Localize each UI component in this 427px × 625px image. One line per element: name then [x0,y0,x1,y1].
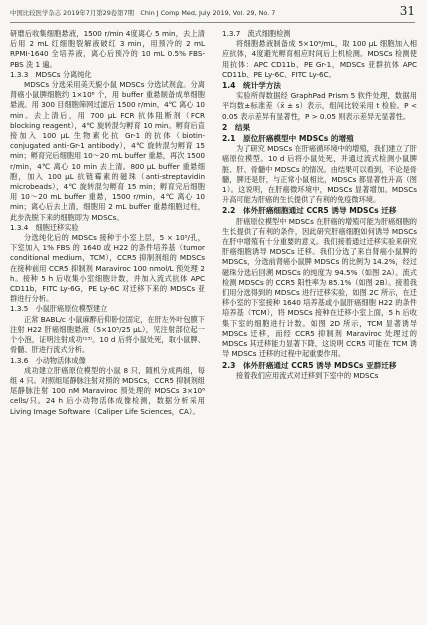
left-column [10,29,205,417]
heading-2-3: 2.3 体外肝癌通过 CCR5 诱导 MDSCs 亚群迁移 [222,360,397,370]
heading-1-4: 1.4 统计学方法 [222,81,282,91]
paragraph-1-3-3: MDSCs 分选采用美天旎小鼠 MDSCs 分选试剂盒。分离肾癌小鼠脾细胞约 1×10⁸ 个，用 buffer 重悬制备成单细胞悬液。用 300 目细胞筛网过滤后 1500 r/min，4℃ 离心 10 min。去上清后，用 700 μL FCR 抗体阻断剂（FCR blocking reagent），4℃ 旋转混匀孵育 10 min。孵育后直接加入 100 μL 生物素化抗 Gr-1 的抗体（biotin-conjugated anti-Gr-1 antibody），4℃ 旋转混匀孵育 15 min；孵育完后细胞用 10～20 mL buffer 重悬，再次 1500 r/min，4℃ 离心 10 min 去上清。800 μL buffer 重悬细胞，加入 100 μL 抗链霉素的磁珠（anti-streptavidin microbeads），4℃ 旋转混匀孵育 15 min；孵育完后细胞用 10～20 mL buffer 重悬，1500 r/min，4℃ 离心 10 min；离心后去上清，细胞用 2 mL buffer 重悬细胞过柱，此步洗脱下来的细胞即为 MDSCs。 [10,80,205,222]
heading-1-3-4: 1.3.4 细胞迁移实验 [10,222,79,232]
page-number: 31 [399,4,415,18]
right-column [222,29,417,381]
paragraph-2-3: 接着我们应用流式对迁移到下室中的 MDSCs [236,370,379,380]
heading-1-3-7: 1.3.7 流式细胞检测 [222,29,291,38]
paragraph-2-1: 为了研究 MDSCs 在肝癌循环境中的增殖，我们建立了肝癌原位模型。10 d 后将小鼠处死，并通过流式检测小鼠脾脏、肝、骨髓中 MDSCs 的情况。由结果可以看到，不论是骨髓，脾还是肝，与正常小鼠相比，MDSCs 都显著性升高（图 1）。这说明，在肝癌微环境中，MDSCs 显著增加。MDSCs 升高可能为肝癌的生长提供了有利的免疫微环境。 [222,144,417,205]
heading-1-3-5: 1.3.5 小鼠肝癌原位模型建立 [10,304,108,314]
paragraph-1-3-7: 将细胞悬液制备成 5×10⁶/mL，取 100 μL 细胞加入相应抗体，4度避光孵育相应时间后上机检测。MDSCs 检测使用抗体：APC CD11b、PE Gr-1，MDSCs 亚群抗体 APC CD11b、PE Ly-6C、FITC Ly-6C。 [222,39,417,79]
paragraph-1-3-6: 成功建立肝癌原位模型的小鼠 8 只，随机分成两组，每组 4 只。对照组尾静脉注射对照的 MDSCs，CCR5 抑制剂组尾静脉注射 100 nM Maraviroc 预处理的 MDSCs 3×10⁶ cells/只。24 h 后小动物活体成像检测，数据分析采用 Living Image Software（Caliper Life Sciences，CA）。 [10,365,205,416]
heading-2-2: 2.2 体外肝癌细胞通过 CCR5 诱导 MDSCs 迁移 [222,206,397,216]
heading-1-3-6: 1.3.6 小动物活体成像 [10,355,86,365]
paragraph-1-3-5: 正常 BABL/c 小鼠麻醉后仰卧位固定，在肝左外叶包膜下注射 H22 肝癌细胞悬液（5×10⁵/25 μL），见注射部位起一个小泡，证明注射成功⁽¹³⁾。10 d 后将小鼠处死，取小鼠脾、骨髓、肝进行流式分析。 [10,314,205,355]
heading-1-3-3: 1.3.3 MDSCs 分离纯化 [10,69,92,79]
running-header [10,4,415,23]
journal-citation: 中国比较医学杂志 2019年7月第29卷第7期 Chin J Comp Med, July 2019, Vol. 29, No. 7 [10,9,276,17]
heading-results: 2 结果 [222,122,251,132]
paragraph-1-3-4: 分选纯化后的 MDSCs 接种于小室上层，5 × 10⁵/孔，下室加入 1% FBS 的 1640 或 H22 的条件培养基（tumor conditional medium，TCM），CCR5 抑制剂组的 MDSCs 在接种前用 CCR5 抑制剂 Maraviroc 100 nmol/L 预处理 2 h。接种 5 h 后收集小室细胞计数，并加入流式抗体 APC CD11b，FITC Ly-6G，PE Ly-6C 对迁移下来的 MDSCs 亚群进行分析。 [10,233,205,304]
heading-2-1: 2.1 原位肝癌模型中 MDSCs 的增殖 [222,134,354,144]
paragraph-intro: 研磨后收集细胞悬液，1500 r/min 4度离心 5 min，去上清后用 2 mL 红细胞裂解液破红 3 min，用预冷的 2 mL RPMI-1640 全培养液，离心后预冷的 10 mL 0.5% FBS-PBS 洗 1 遍。 [10,29,205,69]
paragraph-2-2: 肝癌原位模型中 MDSCs 在肝癌的增殖可能为肝癌细胞的生长提供了有利的条件，因此研究肝癌细胞如何诱导 MDSCs 在肝中增殖有十分重要的意义。我们接着通过迁移实验来研究肝癌细胞诱导 MDSCs 迁移。我们分选了来自肾癌小鼠脾的 MDSCs，分选前肾癌小鼠脾 MDSCs 的比例为 14.2%，经过磁珠分选后回溯 MDSCs 的纯度为 94.5%（如图 2A）。流式检测 MDSCs 的 CCR5 阳性率为 85.1%（如图 2B）。接着我们用分选得到的 MDSCs 进行迁移实验，如图 2C 所示，在迁移小室的下室接种 1640 培养基或小鼠肝癌细胞 H22 的条件培养基（TCM），将 MDSCs 接种在迁移小室上面，5 h 后收集下室的细胞进行计数。如图 2D 所示，TCM 显著诱导 MDSCs 迁移，而经 CCR5 抑制剂 Maraviroc 处理过的 MDSCs 其迁移能力显著下降，这说明 CCR5 可能在 TCM 诱导 MDSCs 迁移的过程中起重要作用。 [222,216,417,359]
paragraph-1-4: 实验所得数据经 GraphPad Prism 5 软件处理，数据用平均数±标准差（x̄ ± s）表示，组间比较采用 t 检验。P < 0.05 表示差异有显著性，P > 0.05 则表示差异无显著性。 [222,91,417,121]
